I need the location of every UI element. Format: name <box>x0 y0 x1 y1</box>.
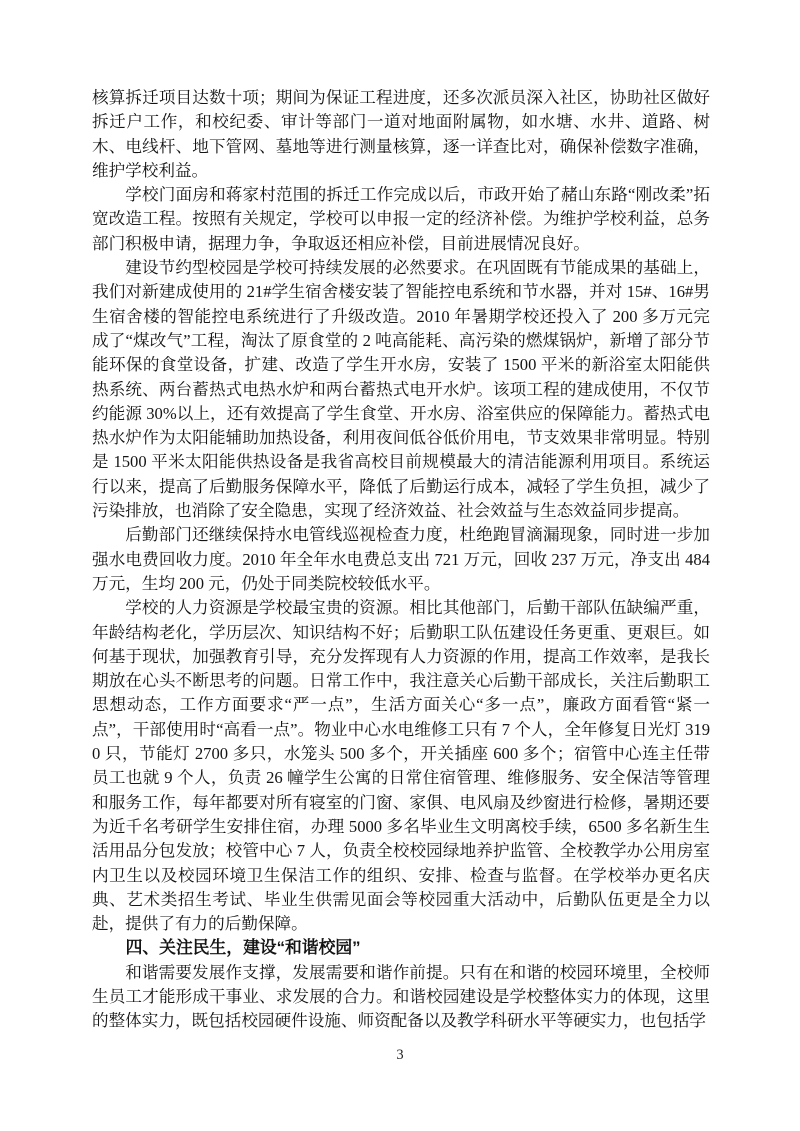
paragraph-demolition-audit: 核算拆迁项目达数十项；期间为保证工程进度，还多次派员深入社区，协助社区做好拆迁户工作，和校纪委、审计等部门一道对地面附属物，如水塘、水井、道路、树木、电线杆、地下管网、墓地等进行测量核算，逐一详查比对，确保补偿数字准确，维护学校利益。 <box>92 88 710 180</box>
section-heading-harmonious-campus: 四、关注民生，建设“和谐校园” <box>125 938 361 958</box>
page-body-text <box>92 86 710 1034</box>
paragraph-road-widening-compensation: 学校门面房和蒋家村范围的拆迁工作完成以后，市政开始了赭山东路“刚改柔”拓宽改造工程。按照有关规定，学校可以申报一定的经济补偿。为维护学校利益，总务部门积极申请，据理力争，争取返还相应补偿，目前进展情况良好。 <box>92 185 710 253</box>
paragraph-human-resources: 学校的人力资源是学校最宝贵的资源。相比其他部门，后勤干部队伍缺编严重，年龄结构老化，学历层次、知识结构不好；后勤职工队伍建设任务更重、更艰巨。如何基于现状，加强教育引导，充分发挥现有人力资源的作用，提高工作效率，是我长期放在心头不断思考的问题。日常工作中，我注意关心后勤干部成长，关注后勤职工思想动态，工作方面要求“严一点”，生活方面关心“多一点”，廉政方面看管“紧一点”，干部使用时“高看一点”。物业中心水电维修工只有 7 个人，全年修复日光灯 3190 只，节能灯 2700 多只，水笼头 500 多个，开关插座 600 多个；宿管中心连主任带员工也就 9 个人，负责 26 幢学生公寓的日常住宿管理、维修服务、安全保洁等管理和服务工作，每年都要对所有寝室的门窗、家俱、电风扇及纱窗进行检修，暑期还要为近千名考研学生安排住宿，办理 5000 多名毕业生文明离校手续，6500 多名新生生活用品分包发放；校管中心 7 人，负责全校校园绿地养护监管、全校教学办公用房室内卫生以及校园环境卫生保洁工作的组织、安排、检查与监督。在学校举办更名庆典、艺术类招生考试、毕业生供需见面会等校园重大活动中，后勤队伍更是全力以赴，提供了有力的后勤保障。 <box>92 598 710 934</box>
paragraph-energy-saving-campus: 建设节约型校园是学校可持续发展的必然要求。在巩固既有节能成果的基础上，我们对新建成使用的 21#学生宿舍楼安装了智能控电系统和节水器，并对 15#、16#男生宿舍楼的智能控电系统进行了升级改造。2010 年暑期学校还投入了 200 多万元完成了“煤改气”工程，淘汰了原食堂的 2 吨高能耗、高污染的燃煤锅炉，新增了部分节能环保的食堂设备，扩建、改造了学生开水房，安装了 1500 平米的新浴室太阳能供热系统、两台蓄热式电热水炉和两台蓄热式电开水炉。该项工程的建成使用，不仅节约能源 30%以上，还有效提高了学生食堂、开水房、浴室供应的保障能力。蓄热式电热水炉作为太阳能辅助加热设备，利用夜间低谷低价用电，节支效果非常明显。特别是 1500 平米太阳能供热设备是我省高校目前规模最大的清洁能源利用项目。系统运行以来，提高了后勤服务保障水平，降低了后勤运行成本，减轻了学生负担，减少了污染排放，也消除了安全隐患，实现了经济效益、社会效益与生态效益同步提高。 <box>92 258 710 521</box>
page-number: 3 <box>396 1047 404 1063</box>
paragraph-utility-fee-recovery: 后勤部门还继续保持水电管线巡视检查力度，杜绝跑冒滴漏现象，同时进一步加强水电费回收力度。2010 年全年水电费总支出 721 万元，回收 237 万元，净支出 484 万元，生均 200 元，仍处于同类院校较低水平。 <box>92 525 710 593</box>
paragraph-harmony-development: 和谐需要发展作支撑，发展需要和谐作前提。只有在和谐的校园环境里，全校师生员工才能形成干事业、求发展的合力。和谐校园建设是学校整体实力的体现，这里的整体实力，既包括校园硬件设施、师资配备以及教学科研水平等硬实力，也包括学 <box>92 962 710 1031</box>
